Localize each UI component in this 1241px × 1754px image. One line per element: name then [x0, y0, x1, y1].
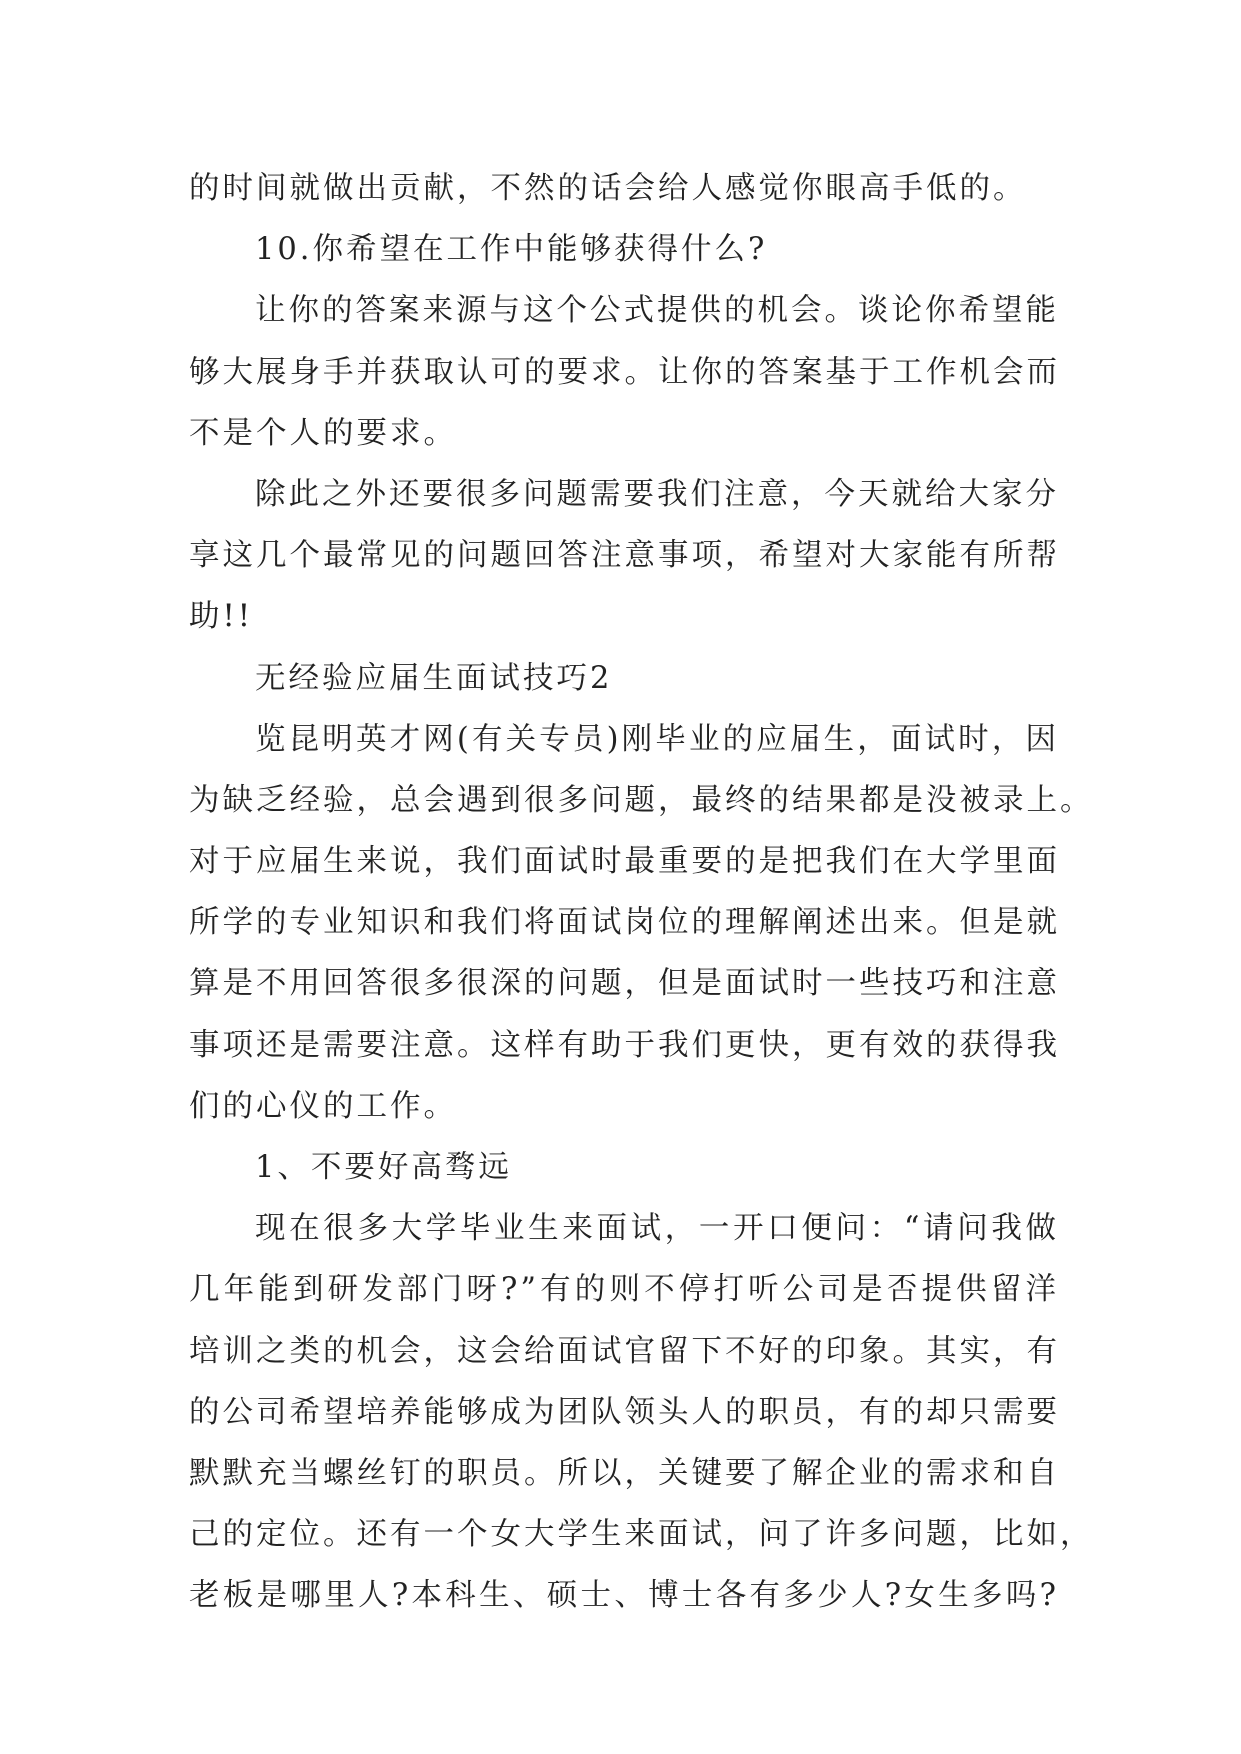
- text-line: 无经验应届生面试技巧2: [255, 660, 613, 696]
- text-line: 为缺乏经验，总会遇到很多问题，最终的结果都是没被录上。: [189, 782, 1094, 818]
- document-body: [189, 158, 1094, 1627]
- text-line: 1、不要好高骛远: [255, 1150, 512, 1185]
- text-line: 10.你希望在工作中能够获得什么?: [255, 232, 768, 268]
- text-line: 现在很多大学毕业生来面试，一开口便问：“请问我做: [255, 1211, 1059, 1247]
- text-line: 己的定位。还有一个女大学生来面试，问了许多问题，比如，: [189, 1517, 1094, 1553]
- text-line: 培训之类的机会，这会给面试官留下不好的印象。其实，有: [189, 1333, 1060, 1369]
- text-line: 助!!: [189, 599, 254, 635]
- text-line: 事项还是需要注意。这样有助于我们更快，更有效的获得我: [189, 1027, 1060, 1063]
- text-line: 够大展身手并获取认可的要求。让你的答案基于工作机会而: [189, 354, 1060, 390]
- text-line: 的时间就做出贡献，不然的话会给人感觉你眼高手低的。: [189, 171, 1027, 206]
- text-line: 享这几个最常见的问题回答注意事项，希望对大家能有所帮: [189, 538, 1060, 574]
- text-line: 所学的专业知识和我们将面试岗位的理解阐述出来。但是就: [189, 905, 1060, 941]
- text-line: 览昆明英才网(有关专员)刚毕业的应届生，面试时，因: [255, 721, 1059, 757]
- text-line: 老板是哪里人?本科生、硕士、博士各有多少人?女生多吗?: [189, 1578, 1059, 1614]
- text-line: 默默充当螺丝钉的职员。所以，关键要了解企业的需求和自: [189, 1455, 1060, 1491]
- text-line: 让你的答案来源与这个公式提供的机会。谈论你希望能: [255, 293, 1059, 329]
- text-line: 不是个人的要求。: [189, 415, 457, 451]
- text-line: 算是不用回答很多很深的问题，但是面试时一些技巧和注意: [189, 966, 1060, 1002]
- text-line: 对于应届生来说，我们面试时最重要的是把我们在大学里面: [189, 844, 1060, 880]
- text-line: 除此之外还要很多问题需要我们注意，今天就给大家分: [255, 476, 1059, 512]
- text-line: 们的心仪的工作。: [189, 1088, 457, 1124]
- text-line: 的公司希望培养能够成为团队领头人的职员，有的却只需要: [189, 1394, 1060, 1430]
- text-line: 几年能到研发部门呀?”有的则不停打听公司是否提供留洋: [189, 1272, 1059, 1308]
